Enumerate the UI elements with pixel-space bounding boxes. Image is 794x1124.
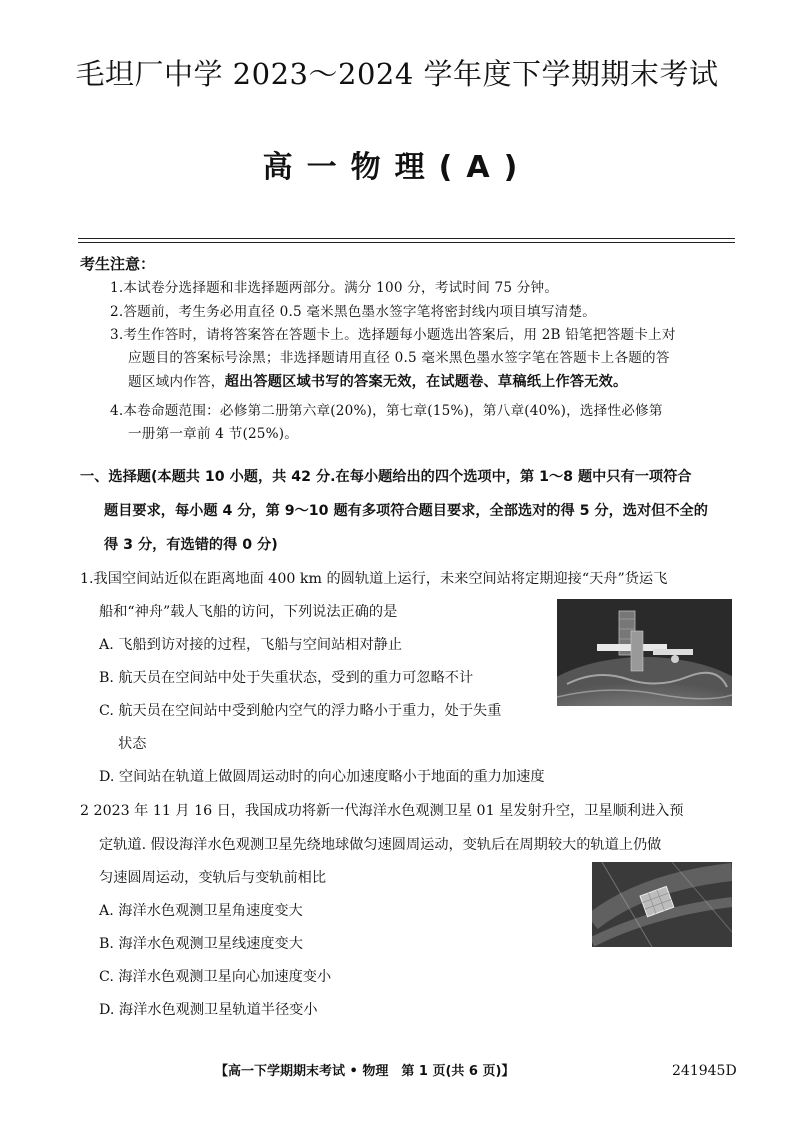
notice-line-4b: 一册第一章前 4 节(25%)。: [128, 426, 299, 442]
exam-subtitle: 高一物理(A): [262, 150, 532, 185]
q1-option-b: B. 航天员在空间站中处于失重状态，受到的重力可忽略不计: [99, 670, 474, 686]
section-line-2: 题目要求，每小题 4 分，第 9～10 题有多项符合题目要求，全部选对的得 5 分，选对但不全的: [104, 503, 708, 519]
notice-line-3: 3.考生作答时，请将答案答在答题卡上。选择题每小题选出答案后，用 2B 铅笔把答题卡上对: [110, 327, 676, 343]
paper-code: 241945D: [672, 1063, 737, 1079]
q1-option-d: D. 空间站在轨道上做圆周运动时的向心加速度略小于地面的重力加速度: [99, 769, 545, 785]
satellite-photo: [592, 862, 732, 947]
q1-stem-line-2: 船和“神舟”载人飞船的访问，下列说法正确的是: [99, 604, 398, 620]
header-divider-thick: [78, 238, 735, 239]
section-line-3: 得 3 分，有选错的得 0 分): [104, 537, 278, 553]
q2-option-b: B. 海洋水色观测卫星线速度变大: [99, 936, 303, 952]
notice-line-3b: 应题目的答案标号涂黑；非选择题请用直径 0.5 毫米黑色墨水签字笔在答题卡上各题的答: [128, 350, 670, 366]
notice-line-3c: [128, 370, 627, 391]
notice-line-4: 4.本卷命题范围：必修第二册第六章(20%)，第七章(15%)，第八章(40%)，选择性必修第: [110, 403, 663, 419]
notice-line-2: 2.答题前，考生务必用直径 0.5 毫米黑色墨水签字笔将密封线内项目填写清楚。: [110, 304, 597, 320]
q1-option-c-cont: 状态: [118, 736, 147, 752]
notice-heading: 考生注意：: [80, 255, 156, 273]
notice-line-1: 1.本试卷分选择题和非选择题两部分。满分 100 分，考试时间 75 分钟。: [110, 280, 559, 296]
space-station-photo: [557, 599, 732, 706]
q2-option-c: C. 海洋水色观测卫星向心加速度变小: [99, 969, 332, 985]
notice-line-3c-text: 题区域内作答，: [128, 374, 225, 390]
q2-stem-line-3: 匀速圆周运动，变轨后与变轨前相比: [99, 870, 327, 886]
header-divider-thin: [78, 242, 735, 243]
q1-stem-line-1: 1.我国空间站近似在距离地面 400 km 的圆轨道上运行，未来空间站将定期迎接“天舟”货运飞: [80, 571, 668, 587]
exam-title: 毛坦厂中学 2023～2024 学年度下学期期末考试: [75, 57, 719, 91]
q2-stem-line-2: 定轨道. 假设海洋水色观测卫星先绕地球做匀速圆周运动，变轨后在周期较大的轨道上仍做: [99, 837, 662, 853]
q2-stem-line-1: 2 2023 年 11 月 16 日，我国成功将新一代海洋水色观测卫星 01 星发射升空，卫星顺利进入预: [80, 803, 684, 819]
q1-option-c: C. 航天员在空间站中受到舱内空气的浮力略小于重力，处于失重: [99, 703, 502, 719]
section-line-1: 一、选择题(本题共 10 小题，共 42 分.在每小题给出的四个选项中，第 1～8 题中只有一项符合: [80, 469, 692, 485]
q1-option-a: A. 飞船到访对接的过程，飞船与空间站相对静止: [99, 637, 403, 653]
q2-option-a: A. 海洋水色观测卫星角速度变大: [99, 903, 303, 919]
q2-option-d: D. 海洋水色观测卫星轨道半径变小: [99, 1002, 318, 1018]
page-footer: 【高一下学期期末考试 • 物理 第 1 页(共 6 页)】: [215, 1064, 515, 1079]
notice-bold-warning: 超出答题区域书写的答案无效，在试题卷、草稿纸上作答无效。: [224, 374, 628, 390]
